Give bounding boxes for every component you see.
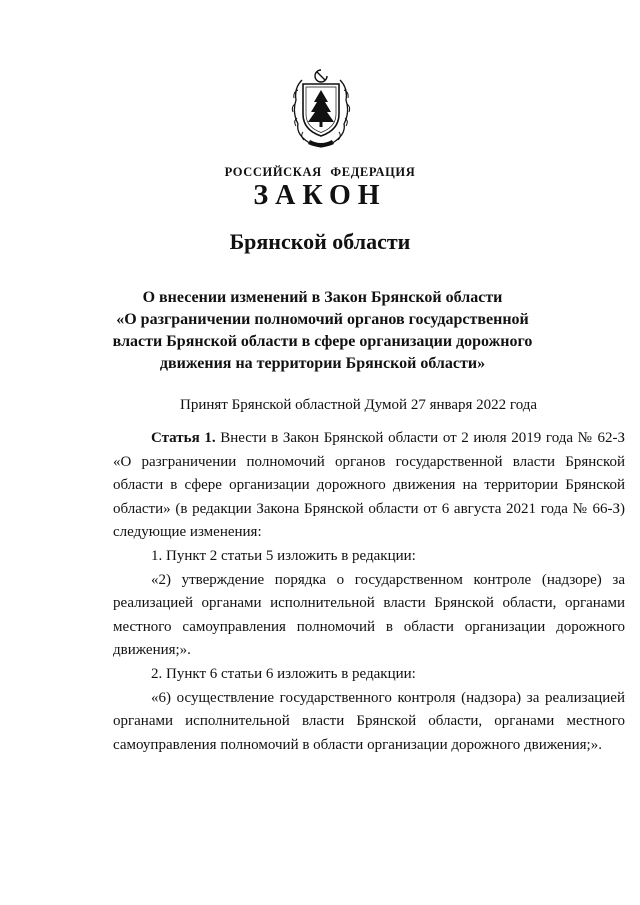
article-intro (113, 427, 625, 545)
document-type-title: ЗАКОН (253, 180, 387, 211)
article-body (113, 427, 625, 757)
amendment-item: 1. Пункт 2 статьи 5 изложить в редакции: (151, 547, 416, 564)
amendment-text: «2) утверждение порядка о государственном контроле (надзоре) за реализацией органами исполнительной власти Брянской области, органами местного самоуправления полномочий в области организации дорожного движения;». (113, 571, 625, 659)
law-subject (110, 287, 535, 375)
article-label: Статья 1. (151, 430, 216, 446)
article-intro-text: Внести в Закон Брянской области от 2 июля 2019 года № 62-З «О разграничении полномочий органов государственной власти Брянской области в сфере организации дорожного движения на территории Брянской области» (в редакции Закона Брянской области от 6 августа 2021 года № 66-З) следующие изменения: (113, 430, 625, 541)
subject-line: О внесении изменений в Закон Брянской области (142, 289, 503, 306)
amendment-text: «6) осуществление государственного контроля (надзора) за реализацией органами исполнительной власти Брянской области, органами местного самоуправления полномочий в области организации дорожного движения;». (113, 689, 625, 753)
amendment-item: 2. Пункт 6 статьи 6 изложить в редакции: (151, 665, 416, 682)
region-title: Брянской области (229, 229, 411, 254)
subject-line: «О разграничении полномочий органов государственной (116, 311, 529, 328)
subject-line: движения на территории Брянской области» (159, 355, 486, 372)
coat-of-arms-icon (288, 68, 354, 150)
subject-line: власти Брянской области в сфере организации дорожного (112, 333, 533, 350)
federation-heading: РОССИЙСКАЯ ФЕДЕРАЦИЯ (224, 165, 416, 179)
adoption-statement: Принят Брянской областной Думой 27 января 2022 года (180, 397, 538, 413)
